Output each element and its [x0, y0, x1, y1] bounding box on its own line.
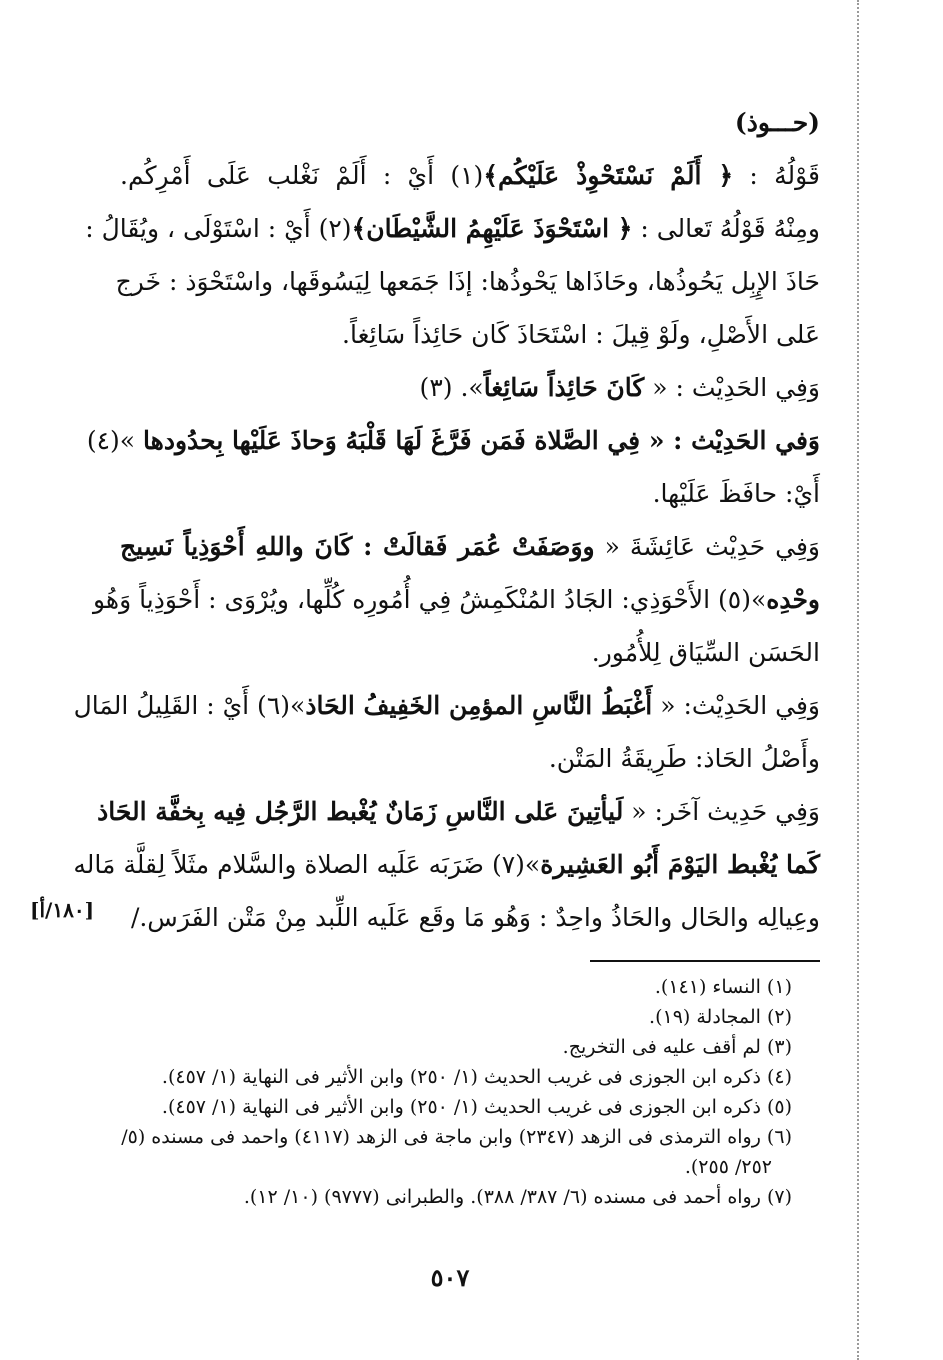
- text-line: [120, 361, 820, 414]
- footnote-6-continuation: ٢٥٢/ ٢٥٥).: [684, 1156, 772, 1178]
- main-text: [73, 96, 821, 944]
- footnotes: [121, 972, 792, 1212]
- text-segment: وعِيالِه والحَال والحَاذُ واحِدٌ : وَهُو مَا وقَع عَلَيه اللِّبد مِنْ مَتْن الفَرَس./: [130, 903, 820, 932]
- text-line: [73, 838, 820, 891]
- text-line: [86, 414, 820, 467]
- footnote-6: (٦) رواه الترمذى فى الزهد (٢٣٤٧) وابن ماجة فى الزهد (٤١١٧) واحمد فى مسنده (٥/: [121, 1126, 792, 1148]
- text-lines: [73, 149, 821, 944]
- quoted-text: ﴿ أَلَمْ نَسْتَحْوِذْ عَلَيْكُم﴾: [483, 161, 734, 190]
- text-segment: عَلى الأَصْلِ، ولَوْ قِيلَ : اسْتَحَاذَ كَان حَائِذاً سَائِغاً.: [342, 320, 820, 349]
- text-segment: الحَسَن السِّيَاق لِلأُمُور.: [591, 638, 820, 667]
- text-segment: (٢) أَيْ : اسْتَوْلَى ، ويُقَالُ :: [85, 214, 352, 243]
- manuscript-folio-note: [١٨٠/أ]: [30, 898, 95, 922]
- quoted-text: ووَصَفَتْ عُمَر فَقالَتْ : كَانَ واللهِ أَحْوَذِياً نَسِيج: [120, 532, 595, 561]
- text-segment: أَيْ: حافَظَ عَلَيْها.: [652, 479, 820, 508]
- text-segment: وَفِي الحَدِيْث: «: [652, 691, 820, 720]
- quoted-text: ﴿ اسْتَحْوَذَ عَلَيْهِمُ الشَّيْطَان﴾: [351, 214, 633, 243]
- quoted-text: وحْدِه: [766, 585, 820, 614]
- text-segment: وأَصْلُ الحَاذ: طَرِيقَةُ المَتْن.: [548, 744, 820, 773]
- root-heading: [120, 96, 820, 149]
- text-segment: وَفِي حَدِيث آخَر: «: [623, 797, 820, 826]
- text-segment: »(٥) الأَحْوَذِي: الجَادُ المُنْكَمِشُ فِي أُمُورِه كُلِّها، ويُرْوَى : أَحْوَذِياً وَهُو: [93, 585, 767, 614]
- page-number: ٥٠٧: [430, 1263, 470, 1292]
- text-segment: ومِنْهُ قَوْلُهُ تَعالى :: [632, 214, 820, 243]
- text-segment: قَوْلُهُ :: [733, 161, 821, 190]
- footnote-5: (٥) ذكره ابن الجوزى فى غريب الحديث (١/ ٢٥٠) وابن الأثير فى النهاية (١/ ٤٥٧).: [161, 1096, 792, 1118]
- text-line: [120, 308, 820, 361]
- footnote-3: (٣) لم أقف عليه فى التخريج.: [562, 1036, 792, 1058]
- quoted-text: فِي الصَّلاة فَمَن فَرَّغَ لَهَا قَلْبَهُ وَحاذَ عَلَيْها بِحدُودها: [143, 426, 641, 455]
- quoted-text: أَغْبَطُ النَّاسِ المؤمِن الخَفِيفُ الحَاذ: [305, 691, 653, 720]
- text-segment: »(٦) أَيْ : القَلِيلُ المَال: [73, 691, 306, 720]
- text-segment: وَفِي الحَدِيْث : «: [644, 373, 820, 402]
- text-line: [115, 255, 820, 308]
- text-line: [120, 891, 820, 944]
- text-line: [120, 467, 820, 520]
- text-segment: وَفِي حَدِيْث عَائِشَةَ «: [594, 532, 820, 561]
- footnote-7: (٧) رواه أحمد فى مسنده (٦/ ٣٨٧/ ٣٨٨). والطبرانى (٩٧٧٧) (١٠/ ١٢).: [243, 1186, 792, 1208]
- text-line: [73, 679, 820, 732]
- binding-edge-dots: [857, 0, 859, 1360]
- text-segment: »(٧) ضَرَبَه عَلَيه الصلاة والسَّلام مثَلاً لِقلَّة مَاله: [73, 850, 541, 879]
- footnote-1: (١) النساء (١٤١).: [654, 976, 792, 998]
- text-line: [120, 732, 820, 785]
- text-line: [120, 149, 820, 202]
- quoted-text: كَانَ حَائِذاً سَائِغاً: [483, 373, 645, 402]
- footnote-4: (٤) ذكره ابن الجوزى فى غريب الحديث (١/ ٢٥٠) وابن الأثير فى النهاية (١/ ٤٥٧).: [161, 1066, 792, 1088]
- quoted-text: كَما يُغْبط اليَوْمَ أَبُو العَشِيرة: [540, 850, 820, 879]
- text-line: [97, 785, 820, 838]
- text-line: [93, 573, 820, 626]
- root-title: (حـــوذ): [734, 108, 820, 137]
- text-segment: ». (٣): [419, 373, 484, 402]
- quoted-text: لَيأتِينَ عَلى النَّاسِ زَمَانٌ يُغْبط الرَّجُل فِيه بِخفَّة الحَاذ: [97, 797, 624, 826]
- footnote-2: (٢) المجادلة (١٩).: [649, 1006, 792, 1028]
- text-line: [85, 202, 820, 255]
- text-segment: (١) أَيْ : أَلَمْ نَغْلب عَلَى أَمْرِكُم.: [120, 161, 484, 190]
- text-segment: حَاذَ الإِبِل يَحُوذُها، وحَاذَاها يَحْوذُها: إذَا جَمَعها لِيَسُوقَها، واسْتَحْوَذ : خَرج: [115, 267, 820, 296]
- text-line: [120, 626, 820, 679]
- footnote-separator: [590, 960, 820, 962]
- text-segment: »(٤): [86, 426, 144, 455]
- quoted-text: وَفي الحَدِيْث : «: [640, 426, 820, 455]
- text-line: [120, 520, 820, 573]
